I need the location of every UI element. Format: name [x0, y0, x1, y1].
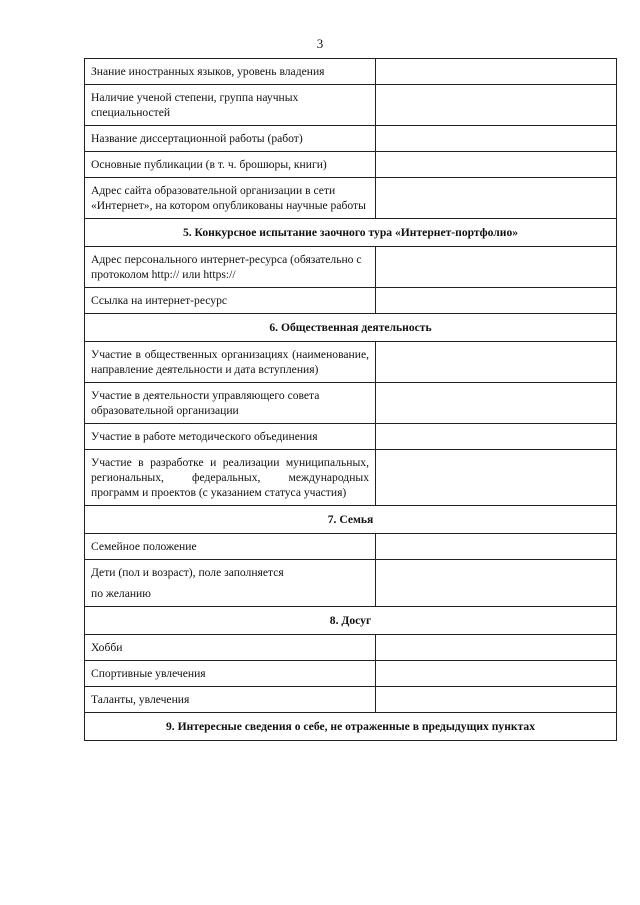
field-value-cell[interactable]: [376, 126, 617, 152]
page-number: 3: [316, 36, 324, 51]
field-label: Ссылка на интернет-ресурс: [85, 288, 376, 314]
field-value-cell[interactable]: [376, 534, 617, 560]
field-value-cell[interactable]: [376, 85, 617, 126]
section-header-family: [85, 506, 617, 534]
field-value-cell[interactable]: [376, 661, 617, 687]
field-label: Семейное положение: [85, 534, 376, 560]
section-title: 5. Конкурсное испытание заочного тура «Интернет-портфолио»: [85, 219, 617, 247]
field-label: Участие в общественных организациях (наименование, направление деятельности и дата вступления): [85, 342, 376, 383]
form-row-hobby: [85, 635, 617, 661]
field-label-container: [85, 560, 376, 607]
field-label: Основные публикации (в т. ч. брошюры, книги): [85, 152, 376, 178]
field-value-cell[interactable]: [376, 687, 617, 713]
field-value-cell[interactable]: [376, 178, 617, 219]
form-row-foreign-languages: [85, 59, 617, 85]
form-row-dissertation: [85, 126, 617, 152]
field-value-cell[interactable]: [376, 288, 617, 314]
form-row-programs-projects: [85, 450, 617, 506]
form-row-publications: [85, 152, 617, 178]
section-header-interesting-facts: [85, 713, 617, 741]
field-value-cell[interactable]: [376, 635, 617, 661]
field-label: Хобби: [85, 635, 376, 661]
field-value-cell[interactable]: [376, 59, 617, 85]
form-row-children: [85, 560, 617, 607]
field-value-cell[interactable]: [376, 152, 617, 178]
section-title: 8. Досуг: [85, 607, 617, 635]
field-label: Участие в работе методического объединения: [85, 424, 376, 450]
field-label: Дети (пол и возраст), поле заполняется: [91, 566, 284, 579]
field-label: Название диссертационной работы (работ): [85, 126, 376, 152]
form-row-sports: [85, 661, 617, 687]
form-row-talents: [85, 687, 617, 713]
application-form-table: [84, 58, 617, 741]
form-row-resource-link: [85, 288, 617, 314]
section-title: 6. Общественная деятельность: [85, 314, 617, 342]
field-value-cell[interactable]: [376, 342, 617, 383]
field-value-cell[interactable]: [376, 247, 617, 288]
field-value-cell[interactable]: [376, 383, 617, 424]
field-value-cell[interactable]: [376, 560, 617, 607]
field-label-note: по желанию: [91, 587, 151, 600]
field-label: Участие в деятельности управляющего совета образовательной организации: [85, 383, 376, 424]
form-row-public-organizations: [85, 342, 617, 383]
field-value-cell[interactable]: [376, 450, 617, 506]
form-row-marital-status: [85, 534, 617, 560]
section-header-leisure: [85, 607, 617, 635]
form-row-personal-resource: [85, 247, 617, 288]
form-row-publication-site: [85, 178, 617, 219]
form-row-academic-degree: [85, 85, 617, 126]
section-title: 9. Интересные сведения о себе, не отраженные в предыдущих пунктах: [85, 713, 617, 741]
section-header-internet-portfolio: [85, 219, 617, 247]
field-label: Спортивные увлечения: [85, 661, 376, 687]
field-label: Таланты, увлечения: [85, 687, 376, 713]
form-row-governing-council: [85, 383, 617, 424]
field-label: Знание иностранных языков, уровень владения: [85, 59, 376, 85]
section-header-public-activity: [85, 314, 617, 342]
field-value-cell[interactable]: [376, 424, 617, 450]
field-label: Наличие ученой степени, группа научных специальностей: [85, 85, 376, 126]
form-row-methodical-association: [85, 424, 617, 450]
field-label: Адрес персонального интернет-ресурса (обязательно с протоколом http:// или https://: [85, 247, 376, 288]
section-title: 7. Семья: [85, 506, 617, 534]
field-label: Адрес сайта образовательной организации в сети «Интернет», на котором опубликованы научные работы: [85, 178, 376, 219]
field-label: Участие в разработке и реализации муниципальных, региональных, федеральных, международных программ и проектов (с указанием статуса участия): [85, 450, 376, 506]
